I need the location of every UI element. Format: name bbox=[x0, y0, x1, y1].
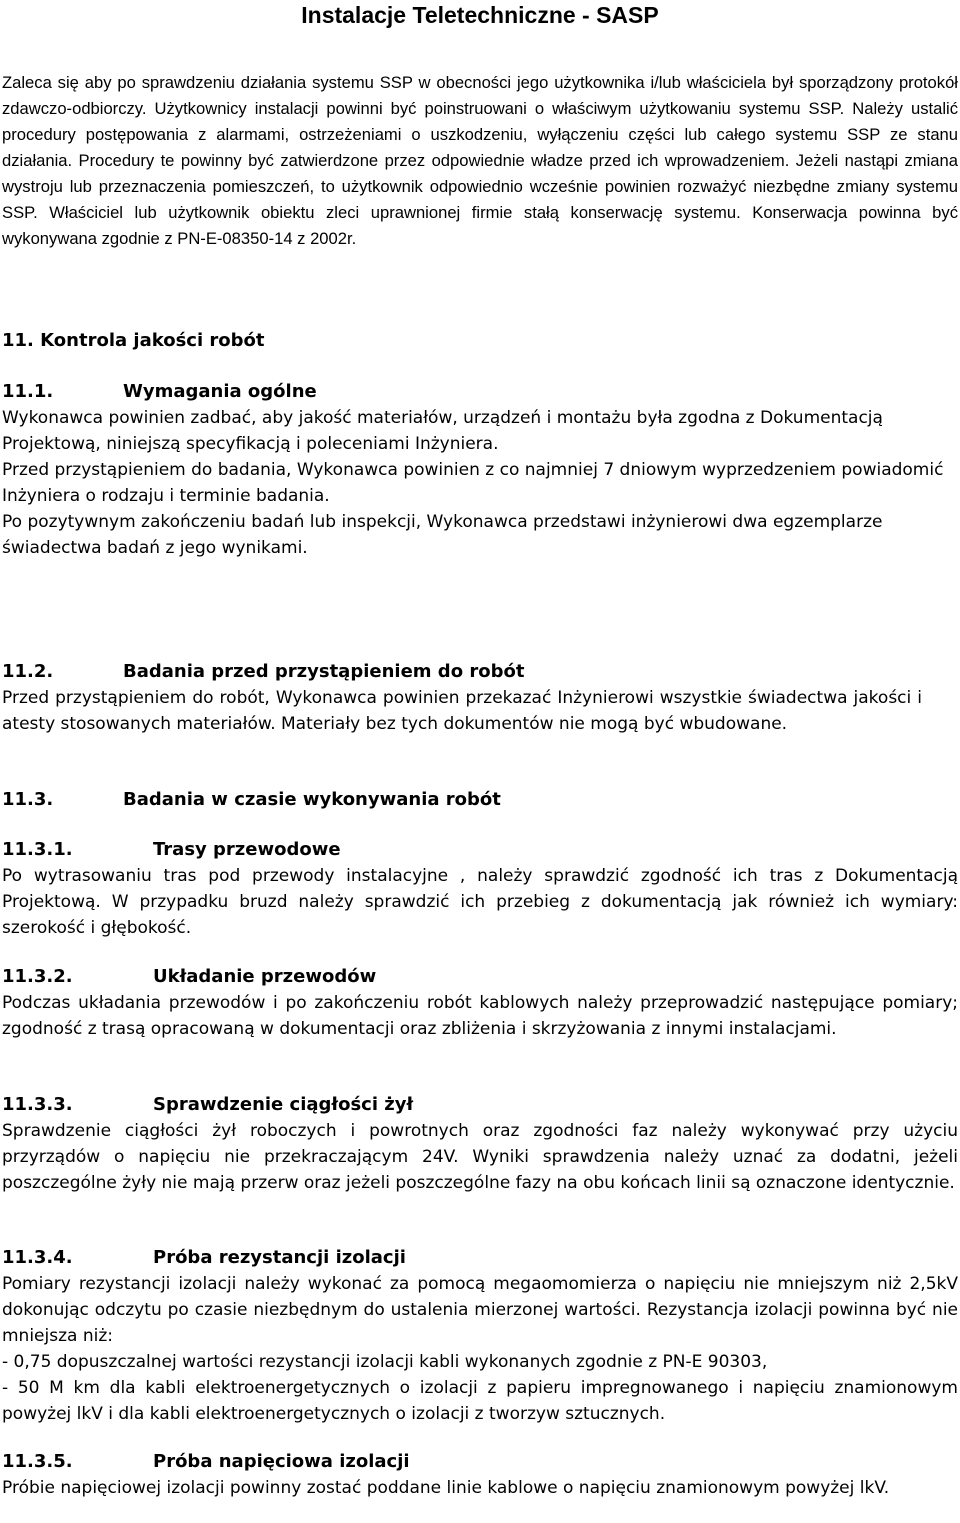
section-11-3-heading bbox=[2, 787, 958, 813]
section-title: Układanie przewodów bbox=[153, 966, 377, 987]
document-title: Instalacje Teletechniczne - SASP bbox=[301, 2, 659, 28]
section-title: Próba napięciowa izolacji bbox=[153, 1451, 410, 1472]
section-11-3-2-heading bbox=[2, 964, 958, 990]
section-title: Próba rezystancji izolacji bbox=[153, 1247, 406, 1268]
intro-paragraph: Zaleca się aby po sprawdzeniu działania systemu SSP w obecności jego użytkownika i/lub właściciela był sporządzony protokół zdawczo-odbiorczy. Użytkownicy instalacji powinni być poinstruowani o właściwym użytkowaniu systemu SSP. Należy ustalić procedury postępowania z alarmami, ostrzeżeniami o uszkodzeniu, wyłączeniu części lub całego systemu SSP ze stanu działania. Procedury te powinny być zatwierdzone przez odpowiednie władze przed ich wprowadzeniem. Jeżeli nastąpi zmiana wystroju lub przeznaczenia pomieszczeń, to użytkownik odpowiednio wcześnie powinien rozważyć niezbędne zmiany systemu SSP. Właściciel lub użytkownik obiektu zleci uprawnionej firmie stałą konserwację systemu. Konserwacja powinna być wykonywana zgodnie z PN-E-08350-14 z 2002r. bbox=[2, 73, 958, 248]
section-11-3-5-body: Próbie napięciowej izolacji powinny zostać poddane linie kablowe o napięciu znamionowym powyżej lkV. bbox=[2, 1478, 890, 1498]
list-item: - 50 M km dla kabli elektroenergetycznych o izolacji z papieru impregnowanego i napięciu znamionowym powyżej lkV i dla kabli elektroenergetycznych o izolacji z tworzyw sztucznych. bbox=[2, 1378, 958, 1424]
text-line: Przed przystąpieniem do badania, Wykonawca powinien z co najmniej 7 dniowym wyprzedzeniem powiadomić bbox=[2, 460, 944, 480]
section-title: Kontrola jakości robót bbox=[40, 330, 265, 351]
section-11-3-1-body: Po wytrasowaniu tras pod przewody instalacyjne , należy sprawdzić zgodność ich tras z Dokumentacją Projektową. W przypadku bruzd należy sprawdzić ich przebieg z dokumentacją jak również ich wymiary: szerokość i głębokość. bbox=[2, 866, 958, 938]
section-title: Sprawdzenie ciągłości żył bbox=[153, 1094, 414, 1115]
section-11-2-body: Przed przystąpieniem do robót, Wykonawca powinien przekazać Inżynierowi wszystkie świadectwa jakości i atesty stosowanych materiałów. Materiały bez tych dokumentów nie mogą być wbudowane. bbox=[2, 688, 922, 734]
section-number: 11.3.2. bbox=[2, 966, 73, 987]
section-11-3-4-body bbox=[2, 1271, 958, 1427]
text-line: Wykonawca powinien zadbać, aby jakość materiałów, urządzeń i montażu była zgodna z Dokumentacją bbox=[2, 408, 883, 428]
section-number: 11.3.5. bbox=[2, 1451, 73, 1472]
section-11-1-body bbox=[2, 405, 958, 561]
section-11-3-2-body: Podczas układania przewodów i po zakończeniu robót kablowych należy przeprowadzić następujące pomiary; zgodność z trasą opracowaną w dokumentacji oraz zbliżenia i skrzyżowania z innymi instalacjami. bbox=[2, 993, 958, 1039]
section-11-3-1-heading bbox=[2, 837, 958, 863]
text-line: Projektową, niniejszą specyfikacją i poleceniami Inżyniera. bbox=[2, 434, 499, 454]
text-line: Inżyniera o rodzaju i terminie badania. bbox=[2, 486, 330, 506]
section-number: 11.2. bbox=[2, 661, 54, 682]
section-11-heading bbox=[2, 328, 958, 354]
section-number: 11.1. bbox=[2, 381, 54, 402]
section-11-3-4-heading bbox=[2, 1245, 958, 1271]
section-title: Badania przed przystąpieniem do robót bbox=[123, 661, 525, 682]
section-title: Wymagania ogólne bbox=[123, 381, 317, 402]
section-11-3-3-heading bbox=[2, 1092, 958, 1118]
section-number: 11.3.4. bbox=[2, 1247, 73, 1268]
section-number: 11.3.3. bbox=[2, 1094, 73, 1115]
section-number: 11. bbox=[2, 330, 34, 351]
text-line: świadectwa badań z jego wynikami. bbox=[2, 538, 308, 558]
section-title: Badania w czasie wykonywania robót bbox=[123, 789, 501, 810]
text-line: Po pozytywnym zakończeniu badań lub inspekcji, Wykonawca przedstawi inżynierowi dwa egzemplarze bbox=[2, 512, 883, 532]
section-11-3-5-heading bbox=[2, 1449, 958, 1475]
section-11-1-heading bbox=[2, 379, 958, 405]
section-title: Trasy przewodowe bbox=[153, 839, 341, 860]
text-paragraph: Pomiary rezystancji izolacji należy wykonać za pomocą megaomomierza o napięciu nie mniejszym niż 2,5kV dokonując odczytu po czasie niezbędnym do ustalenia mierzonej wartości. Rezystancja izolacji powinna być nie mniejsza niż: bbox=[2, 1274, 958, 1346]
section-number: 11.3. bbox=[2, 789, 54, 810]
section-11-3-3-body: Sprawdzenie ciągłości żył roboczych i powrotnych oraz zgodności faz należy wykonywać przy użyciu przyrządów o napięciu nie przekraczającym 24V. Wyniki sprawdzenia należy uznać za dodatni, jeżeli poszczególne żyły nie mają przerw oraz jeżeli poszczególne fazy na obu końcach linii są oznaczone identycznie. bbox=[2, 1121, 958, 1193]
section-11-2-heading bbox=[2, 659, 958, 685]
list-item: - 0,75 dopuszczalnej wartości rezystancji izolacji kabli wykonanych zgodnie z PN-E 90303, bbox=[2, 1352, 768, 1372]
section-number: 11.3.1. bbox=[2, 839, 73, 860]
